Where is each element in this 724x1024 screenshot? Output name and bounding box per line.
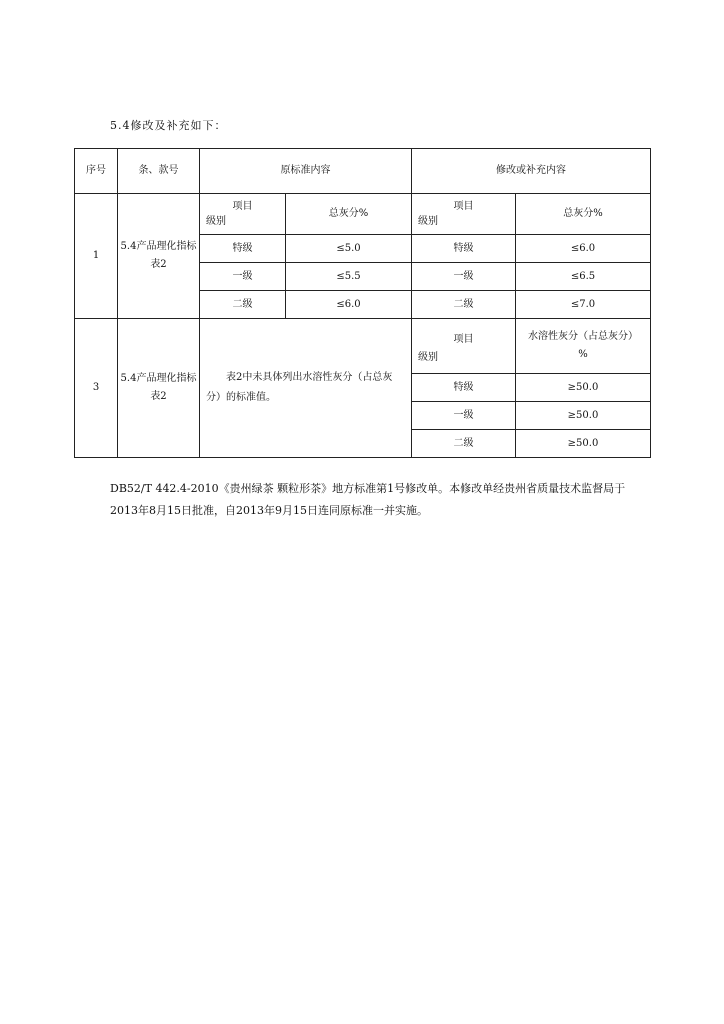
grade-label: 级别 — [206, 216, 226, 227]
grade-cell: 特级 — [412, 374, 516, 402]
value-cell: ≤7.0 — [516, 291, 651, 319]
grade-cell: 一级 — [412, 402, 516, 430]
table-header-row — [75, 149, 651, 194]
grade-cell: 一级 — [200, 263, 286, 291]
row3-seq: 3 — [75, 319, 118, 458]
item-label: 项目 — [453, 334, 474, 345]
row1-seq: 1 — [75, 194, 118, 319]
row3-water-ash-header — [516, 319, 651, 374]
value-cell: ≤6.0 — [286, 291, 412, 319]
row1-clause — [118, 194, 200, 319]
grade-cell: 二级 — [412, 430, 516, 458]
water-ash-label: 水溶性灰分（占总灰分） — [528, 331, 638, 342]
row3-note-text: 表2中未具体列出水溶性灰分（占总灰分）的标准值。 — [206, 372, 393, 403]
grade-cell: 二级 — [200, 291, 286, 319]
amendment-table — [74, 148, 651, 458]
grade-cell: 一级 — [412, 263, 516, 291]
row3-clause-text: 5.4产品理化指标表2 — [120, 373, 197, 402]
row1-revised-item-grade — [412, 194, 516, 235]
table-row — [75, 319, 651, 374]
table-row — [75, 194, 651, 235]
row1-original-ash-header: 总灰分% — [286, 194, 412, 235]
row3-original-note — [200, 319, 412, 458]
water-ash-unit: % — [578, 349, 588, 360]
row3-clause — [118, 319, 200, 458]
value-cell: ≥50.0 — [516, 374, 651, 402]
value-cell: ≥50.0 — [516, 402, 651, 430]
value-cell: ≤6.0 — [516, 235, 651, 263]
header-revised: 修改或补充内容 — [412, 149, 651, 194]
value-cell: ≤5.5 — [286, 263, 412, 291]
item-label: 项目 — [453, 201, 474, 212]
grade-cell: 二级 — [412, 291, 516, 319]
item-label: 项目 — [232, 201, 253, 212]
amendment-note: DB52/T 442.4-2010《贵州绿茶 颗粒形茶》地方标准第1号修改单。本修改单经贵州省质量技术监督局于2013年8月15日批准，自2013年9月15日连同原标准一并实施。 — [110, 482, 626, 517]
header-clause: 条、款号 — [118, 149, 200, 194]
header-seq: 序号 — [75, 149, 118, 194]
row3-revised-item-grade — [412, 319, 516, 374]
row1-original-item-grade — [200, 194, 286, 235]
grade-cell: 特级 — [412, 235, 516, 263]
row1-revised-ash-header: 总灰分% — [516, 194, 651, 235]
value-cell: ≤6.5 — [516, 263, 651, 291]
header-original: 原标准内容 — [200, 149, 412, 194]
grade-cell: 特级 — [200, 235, 286, 263]
value-cell: ≥50.0 — [516, 430, 651, 458]
row1-clause-text: 5.4产品理化指标表2 — [120, 241, 197, 270]
grade-label: 级别 — [418, 216, 438, 227]
value-cell: ≤5.0 — [286, 235, 412, 263]
section-heading: 5.4修改及补充如下： — [110, 119, 227, 132]
grade-label: 级别 — [418, 352, 438, 363]
